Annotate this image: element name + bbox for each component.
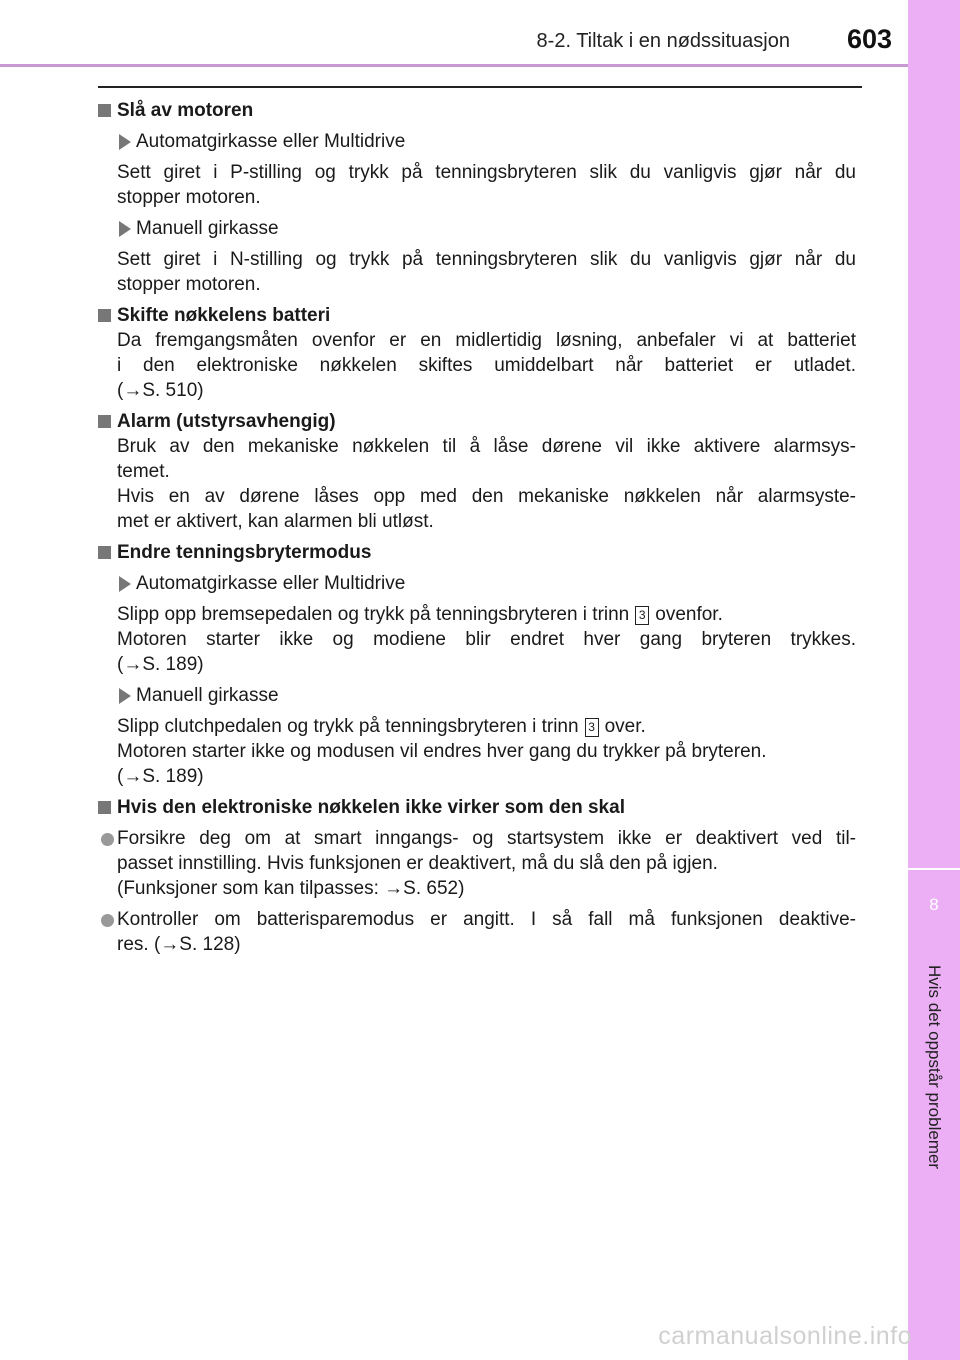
paragraph: Sett giret i P-stilling og trykk på tenningsbryteren slik du vanligvis gjør når du stopper motoren. xyxy=(117,162,856,208)
square-bullet-icon xyxy=(98,309,111,322)
watermark-text: carmanualsonline.info xyxy=(658,1322,912,1350)
page-reference-link[interactable]: (→S. 189) xyxy=(117,654,204,675)
page-reference-link[interactable]: (→S. 189) xyxy=(117,766,204,787)
step-number-box: 3 xyxy=(635,606,649,625)
chapter-title: Hvis det oppstår problemer xyxy=(925,965,944,1170)
heading-ignition-mode: Endre tenningsbrytermodus xyxy=(98,540,856,565)
header-rule xyxy=(0,64,908,67)
page-content xyxy=(98,92,856,957)
triangle-bullet-icon xyxy=(119,221,131,237)
paragraph: Slipp opp bremsepedalen og trykk på tenningsbryteren i trinn 3 ovenfor. Motoren starter ikke og modiene blir endret hver gang bryteren trykkes. (→S. 189) xyxy=(117,604,856,675)
square-bullet-icon xyxy=(98,546,111,559)
page-reference-link[interactable]: (→S. 510) xyxy=(117,380,204,401)
heading-key-battery: Skifte nøkkelens batteri xyxy=(98,303,856,328)
content-top-rule xyxy=(98,86,862,88)
page-reference-link[interactable]: res. (→S. 128) xyxy=(117,934,241,955)
paragraph: Bruk av den mekaniske nøkkelen til å låse dørene vil ikke aktivere alarmsys- temet. Hvis en av dørene låses opp med den mekaniske nøkkelen når alarmsyste- met er aktivert, kan alarmen bli utløst. xyxy=(117,436,856,532)
round-bullet-icon xyxy=(101,914,114,927)
heading-turn-off-engine: Slå av motoren xyxy=(98,98,856,123)
section-title: 8-2. Tiltak i en nødssituasjon xyxy=(536,30,790,52)
subheading-automatic: Automatgirkasse eller Multidrive xyxy=(98,129,856,154)
triangle-bullet-icon xyxy=(119,134,131,150)
paragraph: Slipp clutchpedalen og trykk på tenningsbryteren i trinn 3 over. Motoren starter ikke og modusen vil endres hver gang du trykker på bryteren. (→S. 189) xyxy=(98,714,856,789)
round-bullet-icon xyxy=(101,833,114,846)
page-number: 603 xyxy=(846,24,892,54)
chapter-number: 8 xyxy=(929,895,939,914)
subheading-automatic: Automatgirkasse eller Multidrive xyxy=(98,571,856,596)
paragraph: Da fremgangsmåten ovenfor er en midlertidig løsning, anbefaler vi at batteriet i den elektroniske nøkkelen skiftes umiddelbart når batteriet er utladet. (→S. 510) xyxy=(117,330,856,401)
side-tab-divider xyxy=(908,868,960,870)
square-bullet-icon xyxy=(98,801,111,814)
page-reference-link[interactable]: (Funksjoner som kan tilpasses: →S. 652) xyxy=(117,878,465,899)
list-item: Kontroller om batterisparemodus er angitt. I så fall må funksjonen deaktive- res. (→S. 128) xyxy=(98,907,856,957)
heading-key-not-working: Hvis den elektroniske nøkkelen ikke virker som den skal xyxy=(98,795,856,820)
step-number-box: 3 xyxy=(585,718,599,737)
paragraph: Sett giret i N-stilling og trykk på tenningsbryteren slik du vanligvis gjør når du stopper motoren. xyxy=(117,249,856,295)
subheading-manual: Manuell girkasse xyxy=(98,216,856,241)
subheading-manual: Manuell girkasse xyxy=(98,683,856,708)
triangle-bullet-icon xyxy=(119,688,131,704)
triangle-bullet-icon xyxy=(119,576,131,592)
square-bullet-icon xyxy=(98,415,111,428)
heading-alarm: Alarm (utstyrsavhengig) xyxy=(98,409,856,434)
list-item: Forsikre deg om at smart inngangs- og startsystem ikke er deaktivert ved til- passet innstilling. Hvis funksjonen er deaktivert, må du slå den på igjen. (Funksjoner som kan tilpasses: →S. 652) xyxy=(98,826,856,901)
square-bullet-icon xyxy=(98,104,111,117)
